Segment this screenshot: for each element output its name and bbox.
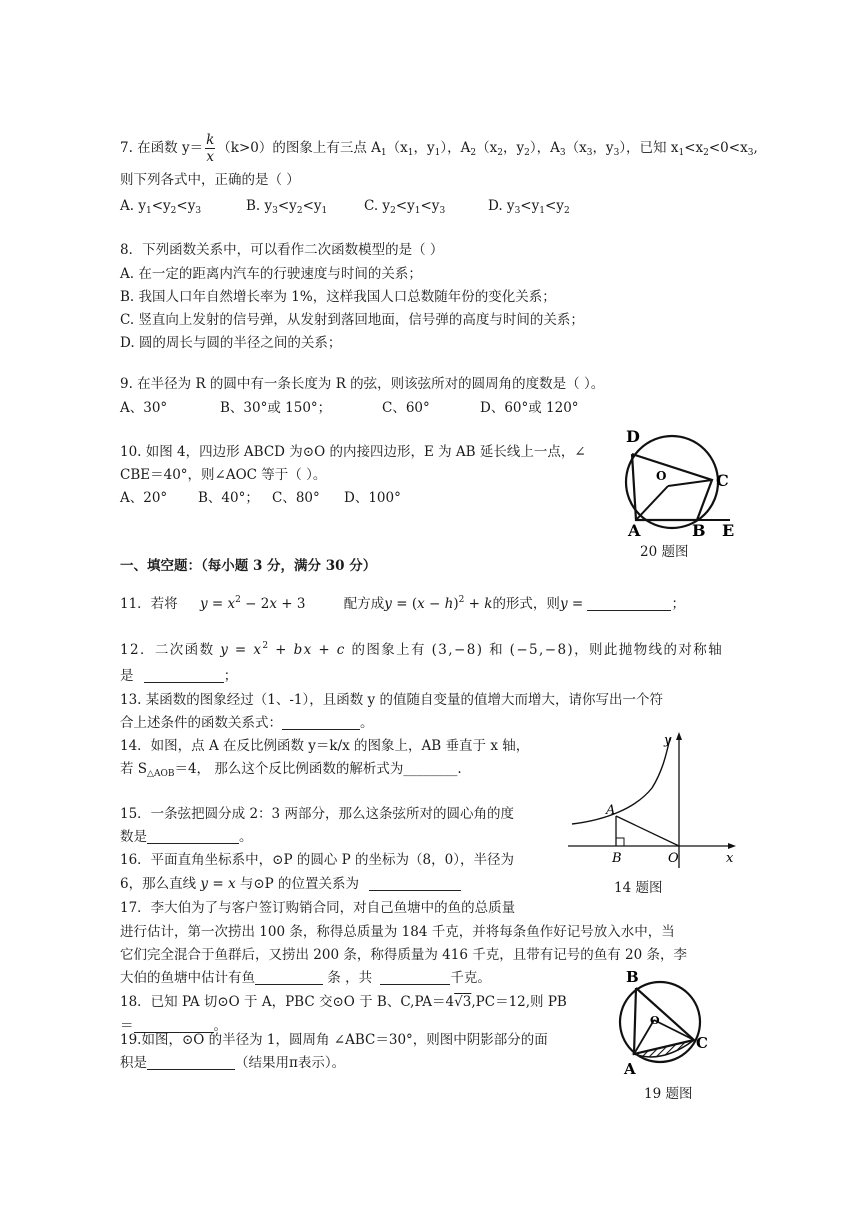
q17-line4-mid: 条 ，共 xyxy=(327,970,373,986)
q7-prefix: 7. 在函数 y＝ xyxy=(120,140,204,156)
fig14-label-y: y xyxy=(664,733,672,748)
q7-opt-b-text: B. y xyxy=(246,198,273,214)
q16-line2-mid: 与⊙P 的位置关系为 xyxy=(239,876,360,892)
q12-line1: 12．二次函数 $y = x^2$ + bx + c 的图象上有 (3,−8) 和 (−5,−8)，则此抛物线的对称轴 xyxy=(120,641,724,658)
q8-option-c: C. 竖直向上发射的信号弹，从发射到落回地面，信号弹的高度与时间的关系； xyxy=(120,312,584,328)
q18-line1-end: ,PC＝12,则 PB xyxy=(471,994,567,1010)
q19-answer-blank[interactable] xyxy=(147,1055,235,1070)
q15-answer-blank[interactable] xyxy=(147,829,239,844)
q19-line2-pre: 积是 xyxy=(120,1055,147,1071)
q9-option-c: C、60° xyxy=(382,400,430,416)
q17-line4-pre: 大伯的鱼塘中估计有鱼 xyxy=(120,970,255,986)
fig20-label-c: C xyxy=(716,471,729,490)
figure-14-caption: 14 题图 xyxy=(614,880,663,896)
q7-frac-num: k xyxy=(206,132,215,148)
q8-option-b: B. 我国人口年自然增长率为 1%，这样我国人口总数随年份的变化关系； xyxy=(120,289,556,305)
q10-option-b: B、40°； xyxy=(198,490,259,506)
q7-frac-den: x xyxy=(206,149,214,165)
q17-line4-end: 千克。 xyxy=(450,970,491,986)
fig14-label-a: A xyxy=(606,803,616,818)
q11-tail: 的形式，则 xyxy=(492,596,560,612)
q11-line: 11．若将 $y = x^2 - 2x + 3$ 配方成$y = (x - h)^2 + k$的形式，则y = ； xyxy=(120,595,685,612)
q14-line1: 14．如图，点 A 在反比例函数 y＝k/x 的图象上，AB 垂直于 x 轴， xyxy=(120,738,530,754)
q11-mid: 配方成 xyxy=(343,596,385,612)
q7-option-d: D. $y_3<y_1<y_2$ xyxy=(488,198,570,216)
fig14-label-x: x xyxy=(726,851,734,866)
fig20-label-d: D xyxy=(626,427,640,446)
fig14-label-b: B xyxy=(612,851,622,866)
q16-line2-pre: 6，那么直线 xyxy=(120,876,197,892)
fig19-label-a: A xyxy=(624,1060,636,1078)
q15-line1: 15．一条弦把圆分成 2：3 两部分，那么这条弦所对的圆心角的度 xyxy=(120,806,514,822)
q15-line2-end: 。 xyxy=(239,829,253,845)
q12-answer-blank[interactable] xyxy=(144,668,224,683)
fig19-label-c: C xyxy=(696,1034,708,1052)
q11-end: ； xyxy=(671,596,685,612)
q9-option-d: D、60°或 120° xyxy=(480,400,579,416)
q9-option-a: A、30° xyxy=(120,400,168,416)
q7-option-b: B. $y_3<y_2<y_1$ xyxy=(246,198,328,216)
q12-mid: 的图象上有 xyxy=(351,642,426,658)
q14-line2-mid: ＝4， 那么这个反比例函数的解析式为________. xyxy=(174,761,462,777)
fig20-label-o: O xyxy=(656,469,667,483)
q13-line2 xyxy=(120,713,374,733)
q7-line2: 则下列各式中，正确的是（ ） xyxy=(120,172,300,188)
q17-line4 xyxy=(120,968,491,988)
q10-option-a: A、20° xyxy=(120,490,168,506)
q10-line2: CBE＝40°，则∠AOC 等于（ ）。 xyxy=(120,467,327,483)
q10-option-d: D、100° xyxy=(344,490,401,506)
q11-answer-blank[interactable] xyxy=(587,596,671,611)
fig20-label-a: A xyxy=(628,521,641,540)
figure-14-graph xyxy=(566,728,746,878)
fig20-label-b: B xyxy=(692,521,706,540)
q10-options xyxy=(120,488,401,508)
q7-options xyxy=(120,196,570,221)
q12-line2-end: ； xyxy=(223,668,238,684)
q14-line2 xyxy=(120,759,462,784)
q18-line2-end: 。 xyxy=(213,1018,227,1034)
q17-line1: 17．李大伯为了与客户签订购销合同，对自己鱼塘中的鱼的总质量 xyxy=(120,900,516,916)
figure-19-caption: 19 题图 xyxy=(644,1086,693,1102)
q13-line2-end: 。 xyxy=(360,715,374,731)
q17-line2: 进行估计，第一次捞出 100 条，称得总质量为 184 千克，并将每条鱼作好记号放入水中，当 xyxy=(120,924,675,940)
fig20-label-e: E xyxy=(722,521,735,540)
q9-options xyxy=(120,398,579,418)
fig19-label-b: B xyxy=(626,968,639,986)
q7-option-c: C. $y_2<y_1<y_3$ xyxy=(364,198,446,216)
q19-line1: 19.如图，⊙O 的半径为 1，圆周角 ∠ABC＝30°，则图中阴影部分的面 xyxy=(120,1032,548,1048)
q18-line1-pre: 18．已知 PA 切⊙O 于 A，PBC 交⊙O 于 B、C,PA＝4 xyxy=(120,994,455,1010)
q16-line1: 16．平面直角坐标系中，⊙P 的圆心 P 的坐标为（8，0），半径为 xyxy=(120,852,514,868)
q15-line2 xyxy=(120,827,253,847)
q7-option-a: A. $y_1<y_2<y_3$ xyxy=(120,198,202,216)
q11-prefix: 11．若将 xyxy=(120,596,178,612)
q15-line2-pre: 数是 xyxy=(120,829,147,845)
q16-line2: 6，那么直线 y = x 与⊙P 的位置关系为 xyxy=(120,874,461,894)
q9-stem: 9. 在半径为 R 的圆中有一条长度为 R 的弦，则该弦所对的圆周角的度数是（ ）。 xyxy=(120,376,605,392)
q8-option-a: A. 在一定的距离内汽车的行驶速度与时间的关系； xyxy=(120,266,422,282)
figure-19-diagram xyxy=(612,966,708,1078)
q8-option-d: D. 圆的周长与圆的半径之间的关系； xyxy=(120,335,342,351)
q14-line2-sub: △AOB xyxy=(147,769,175,779)
q17-line3: 它们完全混合于鱼群后，又捞出 200 条，称得质量为 416 千克，且带有记号的鱼有 20 条，李 xyxy=(120,947,687,963)
q13-line1: 13. 某函数的图象经过（1、-1），且函数 y 的值随自变量的值增大而增大，请你写出一个符 xyxy=(120,692,663,708)
q12-line2 xyxy=(120,666,237,686)
q19-line2 xyxy=(120,1053,345,1073)
q7-opt-a-text: A. y xyxy=(120,198,146,214)
q8-stem: 8．下列函数关系中，可以看作二次函数模型的是（ ） xyxy=(120,242,444,258)
q17-count-blank[interactable] xyxy=(255,970,323,985)
q7-opt-c-text: C. y xyxy=(364,198,391,214)
q18-line1 xyxy=(120,992,567,1012)
q17-mass-blank[interactable] xyxy=(380,970,450,985)
q19-line2-end: （结果用π表示）。 xyxy=(235,1055,346,1071)
q7-fraction xyxy=(205,132,215,165)
q12-point1: (3,−8) xyxy=(431,642,484,658)
q7-mid: （k>0）的图象上有三点 A xyxy=(217,140,381,156)
q9-option-b: B、30°或 150°； xyxy=(220,400,332,416)
q10-line1: 10. 如图 4，四边形 ABCD 为⊙O 的内接四边形，E 为 AB 延长线上一点，∠ xyxy=(120,444,586,460)
q18-sqrt-value: 3 xyxy=(462,994,472,1010)
section-title: 一、填空题：（每小题 3 分，满分 30 分） xyxy=(120,558,377,574)
q12-point2: (−5,−8) xyxy=(509,642,575,658)
q10-option-c: C、80° xyxy=(272,490,320,506)
q7-line1: 7. 在函数 y＝ $\frac{k}{x}$ （k>0）的图象上有三点 $A_1(x_1$，$y_1$），$A_2(x_2$，$y_2$），$A_3(x_3$，$y_3$），已知 $x_1<x_2<0<x_3$, xyxy=(120,132,758,165)
q16-answer-blank[interactable] xyxy=(369,876,461,891)
figure-20-caption: 20 题图 xyxy=(640,544,689,560)
q12-and: 和 xyxy=(489,642,504,658)
fig14-label-o: O xyxy=(668,851,679,866)
q12-pre: 12．二次函数 xyxy=(120,642,215,658)
q18-sqrt: √3 xyxy=(454,994,472,1010)
q7-opt-d-text: D. y xyxy=(488,198,515,214)
q13-line2-pre: 合上述条件的函数关系式： xyxy=(120,715,282,731)
figure-20-diagram xyxy=(612,424,742,540)
q12-end: ，则此抛物线的对称轴 xyxy=(574,642,724,658)
q14-line2-pre: 若 S xyxy=(120,761,148,777)
q13-answer-blank[interactable] xyxy=(282,715,360,730)
q18-line2-pre: ＝ xyxy=(120,1018,134,1034)
q12-line2-pre: 是 xyxy=(120,668,134,684)
fig19-label-o: O xyxy=(650,1014,660,1027)
